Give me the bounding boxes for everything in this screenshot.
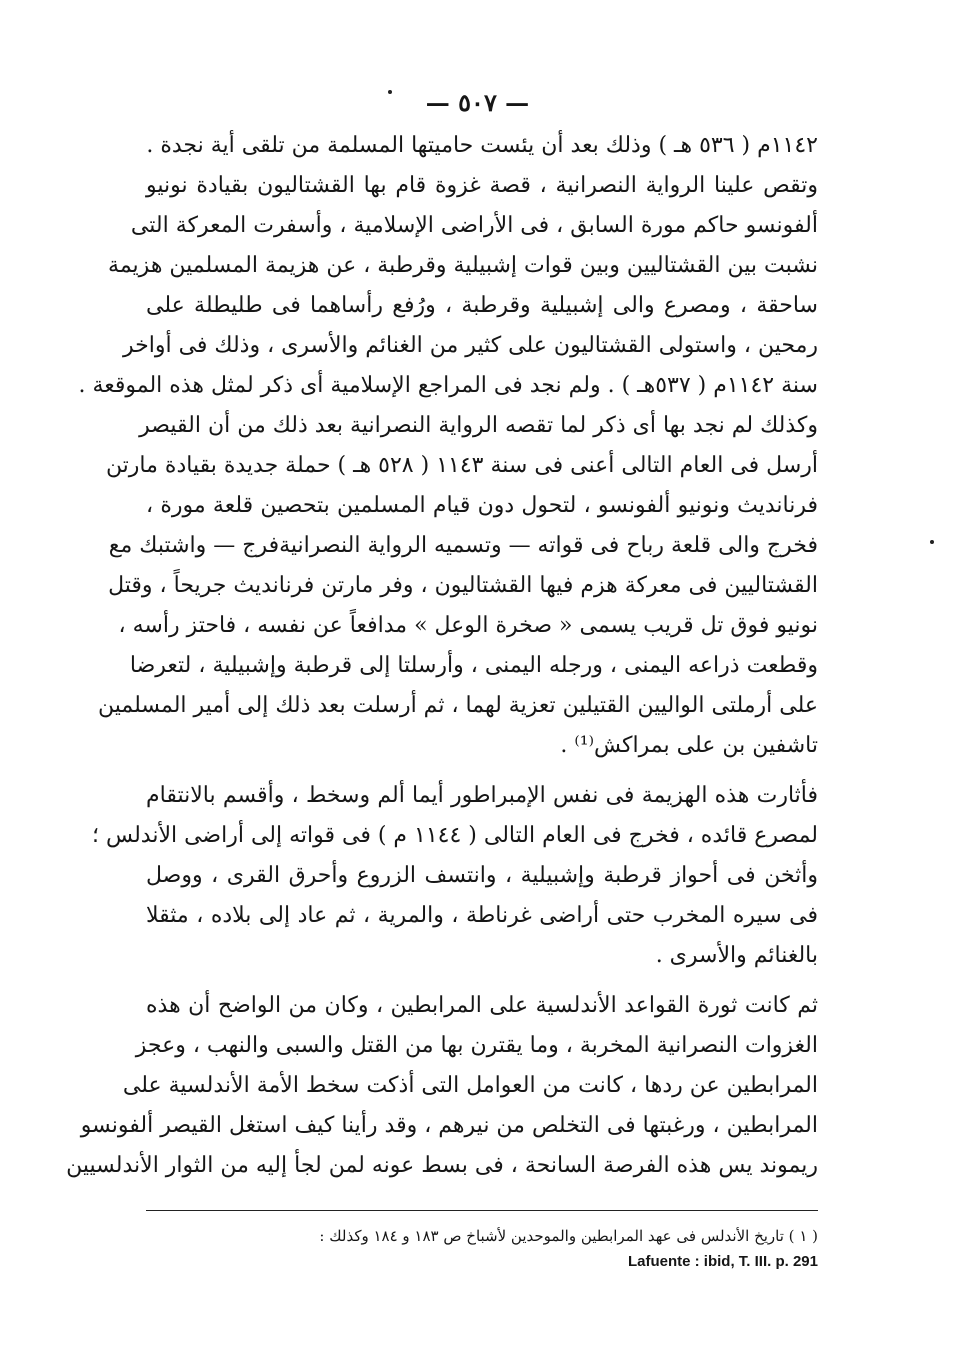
text-line: فى سيره المخرب حتى أراضى غرناطة ، والمرية ، ثم عاد إلى بلاده ، مثقلا (146, 903, 818, 928)
text-line: وأثخن فى أحواز قرطبة وإشبيلية ، وانتسف الزروع وأحرق القرى ، ووصل (146, 863, 818, 888)
text-line: أرسل فى العام التالى أعنى فى سنة ١١٤٣ ( ٥٢٨ هـ ) حملة جديدة بقيادة مارتن (105, 453, 818, 478)
paragraph-gap (146, 766, 818, 776)
text-line: المرابطين عن ردها ، كانت من العوامل التى أذكت سخط الأمة الأندلسية على (122, 1073, 818, 1098)
ink-speck (930, 540, 934, 544)
text-line: فرنانديث ونونيو ألفونسو ، لتحول دون قيام المسلمين بتحصين قلعة مورة ، (146, 493, 818, 518)
text-line: نشبت بين القشتاليين وبين قوات إشبيلية وقرطبة ، عن هزيمة المسلمين هزيمة (108, 253, 818, 278)
text-line: لمصرع قائده ، فخرج فى العام التالى ( ١١٤٤ م ) فى قواته إلى أراضى الأندلس ؛ (92, 823, 818, 848)
text-line: بالغنائم والأسرى . (655, 943, 818, 968)
text-line: ألفونسو حاكم مورة السابق ، فى الأراضى الإسلامية ، وأسفرت المعركة التى (130, 213, 818, 238)
text-line: وقطعت ذراعه اليمنى ، ورجله اليمنى ، وأرسلتا إلى قرطبة وإشبيلية ، لتعرضا (129, 653, 818, 678)
paragraph (146, 126, 818, 166)
text-line: فأثارت هذه الهزيمة فى نفس الإمبراطور أيما ألم وسخط ، وأقسم بالانتقام (146, 783, 818, 808)
ink-speck (388, 90, 392, 94)
text-line: ١١٤٢م ( ٥٣٦ هـ ) وذلك بعد أن يئست حاميتها المسلمة من تلقى أية نجدة . (146, 133, 818, 158)
paragraph (66, 986, 818, 1186)
page-number: — ٥٠٧ — (425, 88, 530, 117)
paragraph (78, 166, 818, 406)
text-line: سنة ١١٤٢م ( ٥٣٧هـ ) . ولم نجد فى المراجع الإسلامية أى ذكر لمثل هذه الموقعة . (78, 373, 818, 398)
text-line: رمحين ، واستولى القشتاليون على كثير من الغنائم والأسرى ، وذلك فى أواخر (123, 333, 818, 358)
text-line: وكذلك لم نجد بها أى ذكر لما تقصه الرواية النصرانية بعد ذلك من أن القيصر (139, 413, 818, 438)
paragraph-gap (146, 976, 818, 986)
text-line: ساحقة ، ومصرع والى إشبيلية وقرطبة ، ورُفع رأساهما فى طليطلة على (146, 293, 818, 318)
paragraph (97, 406, 818, 766)
text-line: تاشفين بن على بمراكش⁽¹⁾ . (560, 733, 818, 758)
footnote-divider (146, 1210, 818, 1211)
text-line: نونيو فوق تل قريب يسمى « صخرة الوعل » مدافعاً عن نفسه ، فاحتز رأسه ، (118, 613, 818, 638)
footnote-arabic: ( ١ ) تاريخ الأندلس فى عهد المرابطين والموحدين لأشباخ ص ١٨٣ و ١٨٤ وكذلك : (319, 1227, 818, 1245)
text-line: ثم كانت ثورة القواعد الأندلسية على المرابطين ، وكان من الواضح أن هذه (146, 993, 818, 1018)
text-line: القشتاليين فى معركة هزم فيها القشتاليون ، وفر مارتن فرنانديث جريحاً ، وقتل (108, 573, 818, 598)
text-line: الغزوات النصرانية المخربة ، وما يقترن بها من القتل والسبى والنهب ، وعجز (135, 1033, 818, 1058)
footnote-latin-reference: Lafuente : ibid, T. III. p. 291 (627, 1253, 818, 1270)
paragraph (92, 776, 818, 976)
text-line: فخرج والى قلعة رباح فى قواته — وتسميه الرواية النصرانيةفرج — واشتبك مع (108, 533, 818, 558)
text-line: ريموند يس هذه الفرصة السانحة ، فى بسط عونه لمن لجأ إليه من الثوار الأندلسيين (66, 1153, 818, 1178)
text-line: المرابطين ، ورغبتها فى التخلص من نيرهم ، وقد رأينا كيف استغل القيصر ألفونسو (80, 1113, 818, 1138)
text-line: وتقص علينا الرواية النصرانية ، قصة غزوة قام بها القشتاليون بقيادة نونيو (146, 173, 818, 198)
body-text (66, 126, 818, 1186)
text-line: على أرملتى الواليين القتيلين تعزية لهما ، ثم أرسلت بعد ذلك إلى أمير المسلمين (97, 693, 818, 718)
